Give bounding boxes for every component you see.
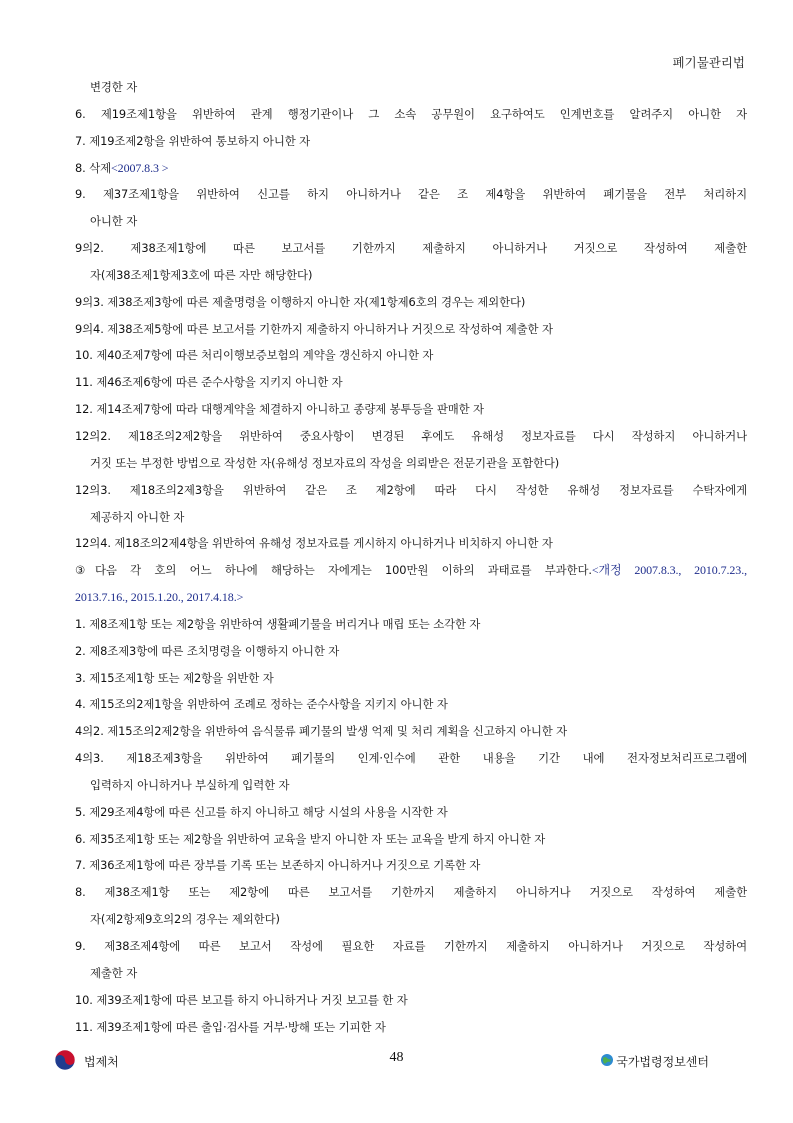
line-text: 2. 제8조제3항에 따른 조치명령을 이행하지 아니한 자 <box>75 643 340 658</box>
globe-icon <box>600 1053 614 1070</box>
line-text: 10. 제40조제7항에 따른 처리이행보증보험의 계약을 갱신하지 아니한 자 <box>75 348 434 363</box>
document-line <box>75 611 747 638</box>
line-text: 6. 제19조제1항을 위반하여 관계 행정기관이나 그 소속 공무원이 요구하여도 인계번호를 알려주지 아니한 자 <box>75 106 747 121</box>
document-line <box>75 960 747 987</box>
line-text: 8. 삭제 <box>75 160 111 175</box>
document-line <box>75 530 747 557</box>
document-line <box>75 289 747 316</box>
document-line <box>75 987 747 1014</box>
line-text: 9. 제37조제1항을 위반하여 신고를 하지 아니하거나 같은 조 제4항을 위반하여 폐기물을 전부 처리하지 <box>75 187 747 202</box>
document-line <box>75 396 747 423</box>
amendment-note: <2007.8.3 > <box>111 160 169 175</box>
line-text: 4의3. 제18조제3항을 위반하여 폐기물의 인계·인수에 관한 내용을 기간 내에 전자정보처리프로그램에 <box>75 751 747 766</box>
line-text: 9의2. 제38조제1항에 따른 보고서를 기한까지 제출하지 아니하거나 거짓으로 작성하여 제출한 <box>75 241 747 256</box>
line-text: 10. 제39조제1항에 따른 보고를 하지 아니하거나 거짓 보고를 한 자 <box>75 992 408 1007</box>
document-line <box>75 638 747 665</box>
document-line <box>75 691 747 718</box>
footer-left-label: 법제처 <box>84 1055 119 1069</box>
line-text: 제공하지 아니한 자 <box>90 509 185 524</box>
document-line <box>75 155 747 182</box>
amendment-note: 2013.7.16., 2015.1.20., 2017.4.18.> <box>75 590 244 605</box>
document-line <box>75 557 747 584</box>
document-line <box>75 933 747 960</box>
line-text: 자(제2항제9호의2의 경우는 제외한다) <box>90 912 280 927</box>
document-line <box>75 745 747 772</box>
document-line <box>75 665 747 692</box>
document-line <box>75 852 747 879</box>
line-text: 아니한 자 <box>90 214 138 229</box>
document-line <box>75 101 747 128</box>
document-line <box>75 208 747 235</box>
line-text: 12의4. 제18조의2제4항을 위반하여 유해성 정보자료를 게시하지 아니하거나 비치하지 아니한 자 <box>75 536 553 551</box>
line-text: 12의2. 제18조의2제2항을 위반하여 중요사항이 변경된 후에도 유해성 정보자료를 다시 작성하지 아니하거나 <box>75 428 747 443</box>
footer-right <box>600 1053 709 1070</box>
line-text: 12의3. 제18조의2제3항을 위반하여 같은 조 제2항에 따라 다시 작성한 유해성 정보자료를 수탁자에게 <box>75 482 747 497</box>
document-line <box>75 799 747 826</box>
page-number: 48 <box>389 1050 404 1065</box>
document-line <box>75 504 747 531</box>
page-footer <box>0 1043 793 1083</box>
document-line <box>75 369 747 396</box>
line-text: 9의3. 제38조제3항에 따른 제출명령을 이행하지 아니한 자(제1항제6호의 경우는 제외한다) <box>75 294 526 309</box>
document-line <box>75 74 747 101</box>
document-line <box>75 906 747 933</box>
document-line <box>75 826 747 853</box>
line-text: 11. 제46조제6항에 따른 준수사항을 지키지 아니한 자 <box>75 375 343 390</box>
line-text: 6. 제35조제1항 또는 제2항을 위반하여 교육을 받지 아니한 자 또는 교육을 받게 하지 아니한 자 <box>75 831 546 846</box>
line-text: 자(제38조제1항제3호에 따른 자만 해당한다) <box>90 267 313 282</box>
document-line <box>75 718 747 745</box>
line-text: 9. 제38조제4항에 따른 보고서 작성에 필요한 자료를 기한까지 제출하지 아니하거나 거짓으로 작성하여 <box>75 939 747 953</box>
document-line <box>75 879 747 906</box>
line-text: 거짓 또는 부정한 방법으로 작성한 자(유해성 정보자료의 작성을 의뢰받은 전문기관을 포함한다) <box>90 455 560 470</box>
line-text: 5. 제29조제4항에 따른 신고를 하지 아니하고 해당 시설의 사용을 시작한 자 <box>75 804 448 819</box>
document-line <box>75 450 747 477</box>
line-text: 12. 제14조제7항에 따라 대행계약을 체결하지 아니하고 종량제 봉투등을 판매한 자 <box>75 402 484 417</box>
line-text: 1. 제8조제1항 또는 제2항을 위반하여 생활폐기물을 버리거나 매립 또는 소각한 자 <box>75 616 481 631</box>
document-line <box>75 1014 747 1041</box>
line-text: 4의2. 제15조의2제2항을 위반하여 음식물류 폐기물의 발생 억제 및 처리 계획을 신고하지 아니한 자 <box>75 724 568 739</box>
document-line <box>75 181 747 208</box>
document-line <box>75 316 747 343</box>
document-line <box>75 235 747 262</box>
document-line <box>75 772 747 799</box>
line-text: 7. 제36조제1항에 따른 장부를 기록 또는 보존하지 아니하거나 거짓으로 기록한 자 <box>75 858 481 873</box>
line-text: 8. 제38조제1항 또는 제2항에 따른 보고서를 기한까지 제출하지 아니하거나 거짓으로 작성하여 제출한 <box>75 885 747 900</box>
document-line <box>75 262 747 289</box>
line-text: 4. 제15조의2제1항을 위반하여 조례로 정하는 준수사항을 지키지 아니한 자 <box>75 697 448 712</box>
page-header-title: 폐기물관리법 <box>672 55 745 70</box>
line-text: 3. 제15조제1항 또는 제2항을 위반한 자 <box>75 670 274 685</box>
document-line <box>75 423 747 450</box>
line-text: 9의4. 제38조제5항에 따른 보고서를 기한까지 제출하지 아니하거나 거짓으로 작성하여 제출한 자 <box>75 321 553 336</box>
line-text: 변경한 자 <box>90 80 138 94</box>
line-text: 제출한 자 <box>90 965 138 980</box>
document-line <box>75 477 747 504</box>
document-body <box>75 74 747 1040</box>
document-line <box>75 128 747 155</box>
line-text: ③다음 각 호의 어느 하나에 해당하는 자에게는 100만원 이하의 과태료를 부과한다. <box>75 563 592 578</box>
document-line <box>75 342 747 369</box>
line-text: 입력하지 아니하거나 부실하게 입력한 자 <box>90 777 290 792</box>
line-text: 11. 제39조제1항에 따른 출입·검사를 거부·방해 또는 기피한 자 <box>75 1019 386 1034</box>
amendment-note: <개정 2007.8.3., 2010.7.23., <box>591 563 747 578</box>
line-text: 7. 제19조제2항을 위반하여 통보하지 아니한 자 <box>75 133 311 148</box>
document-line <box>75 584 747 611</box>
footer-right-label: 국가법령정보센터 <box>616 1055 709 1069</box>
